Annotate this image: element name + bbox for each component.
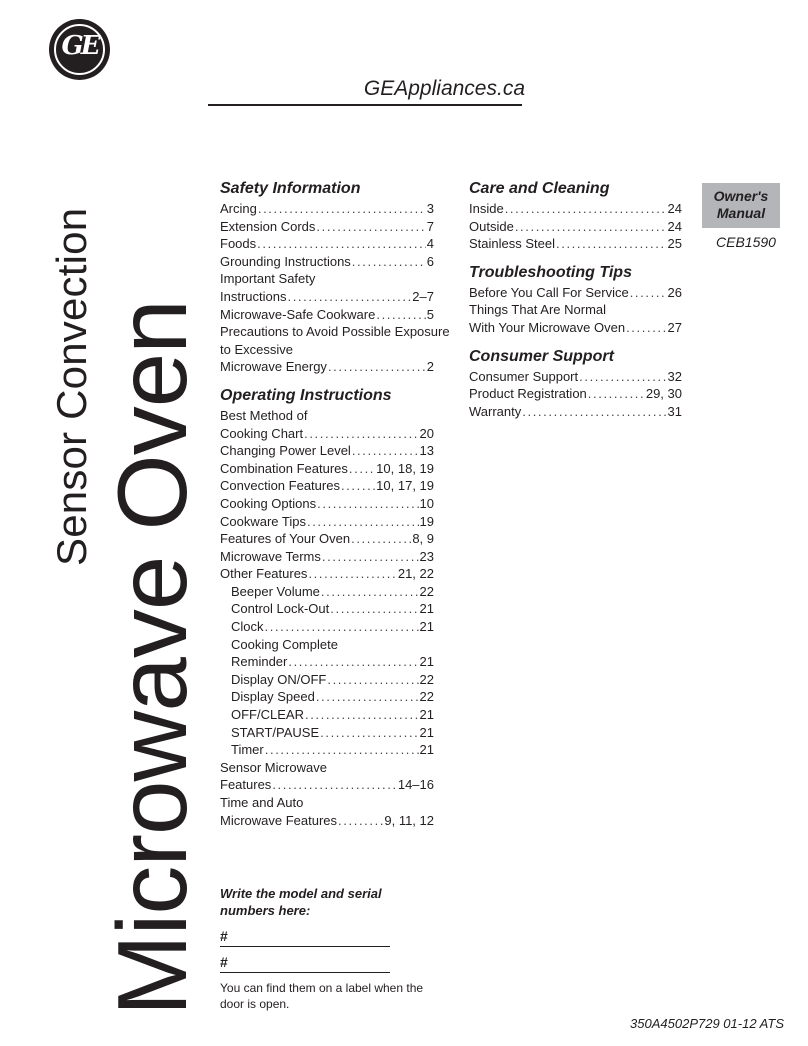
entry-page: 21 xyxy=(419,654,434,670)
owners-manual-badge: Owner's Manual xyxy=(702,183,780,228)
toc-section xyxy=(469,178,682,253)
entry-title: to Excessive xyxy=(220,341,293,357)
dot-leader xyxy=(305,706,419,724)
entry-title: Sensor Microwave xyxy=(220,759,327,775)
toc-entry[interactable] xyxy=(220,618,434,636)
entry-page: 2–7 xyxy=(412,288,434,304)
toc-entry[interactable] xyxy=(469,368,682,386)
entry-title: Combination Features xyxy=(220,460,348,476)
toc-entry[interactable] xyxy=(469,385,682,403)
entry-page: 31 xyxy=(667,403,682,419)
entry-title: Other Features xyxy=(220,566,308,582)
entry-title: Before You Call For Service xyxy=(469,284,629,300)
entry-page: 24 xyxy=(667,201,682,216)
dot-leader xyxy=(351,530,411,548)
entry-title: Reminder xyxy=(231,654,288,670)
toc-entry[interactable] xyxy=(220,565,434,583)
part-number: 350A4502P729 01-12 ATS xyxy=(630,1016,784,1031)
entry-title: Beeper Volume xyxy=(231,583,320,599)
dot-leader xyxy=(630,284,667,302)
dot-leader xyxy=(626,319,666,337)
toc-entry[interactable] xyxy=(220,288,434,306)
toc-entry[interactable] xyxy=(220,218,434,236)
entry-title: Microwave Features xyxy=(220,812,338,828)
serial-prompt: Write the model and serial numbers here: xyxy=(220,886,382,918)
dot-leader xyxy=(308,565,396,583)
entry-page: 32 xyxy=(667,368,682,384)
entry-page: 21, 22 xyxy=(397,566,434,582)
toc-entry[interactable] xyxy=(220,741,434,759)
dot-leader xyxy=(341,477,375,495)
entry-title: Cooking Complete xyxy=(231,636,338,652)
toc-section xyxy=(469,262,682,337)
toc-entry[interactable] xyxy=(220,270,434,288)
dot-leader xyxy=(338,812,383,830)
entry-page: 21 xyxy=(419,601,434,617)
entry-title: Arcing xyxy=(220,201,257,216)
toc-entry[interactable] xyxy=(220,794,434,812)
ge-logo xyxy=(49,19,110,80)
section-heading: Care and Cleaning xyxy=(469,180,610,197)
entry-page: 6 xyxy=(426,253,434,269)
entry-page: 19 xyxy=(419,513,434,529)
entry-title: Precautions to Avoid Possible Exposure xyxy=(220,324,450,340)
toc-entry[interactable] xyxy=(220,442,434,460)
dot-leader xyxy=(352,442,419,460)
toc-section xyxy=(469,346,682,421)
section-heading: Consumer Support xyxy=(469,347,614,365)
toc-entry[interactable] xyxy=(220,653,434,671)
dot-leader xyxy=(265,618,419,636)
entry-page: 21 xyxy=(419,742,434,758)
toc-entry[interactable] xyxy=(469,403,682,421)
toc-entry[interactable] xyxy=(220,513,434,531)
entry-title: Microwave-Safe Cookware xyxy=(220,306,376,322)
entry-title: Outside xyxy=(469,218,514,234)
entry-title: Extension Cords xyxy=(220,218,316,234)
entry-title: Things That Are Normal xyxy=(469,302,607,318)
entry-page: 22 xyxy=(419,671,434,687)
entry-page: 20 xyxy=(419,425,434,441)
entry-page: 7 xyxy=(426,218,434,234)
entry-page: 4 xyxy=(426,236,434,252)
toc-entry[interactable] xyxy=(220,530,434,548)
toc-entry[interactable] xyxy=(220,636,434,654)
toc-entry[interactable] xyxy=(220,323,450,341)
entry-title: Important Safety xyxy=(220,271,316,287)
toc-entry[interactable] xyxy=(220,759,434,777)
dot-leader xyxy=(320,724,418,742)
entry-title: Cooking Options xyxy=(220,495,317,511)
dot-leader xyxy=(316,688,419,706)
entry-page: 21 xyxy=(419,619,434,635)
entry-title: Features xyxy=(220,777,272,793)
toc-entry[interactable] xyxy=(220,776,434,794)
entry-title: Instructions xyxy=(220,288,287,304)
dot-leader xyxy=(522,403,666,421)
model-number-field[interactable]: # xyxy=(220,928,390,947)
dot-leader xyxy=(376,306,425,324)
toc-entry[interactable] xyxy=(220,235,434,253)
dot-leader xyxy=(287,288,411,306)
dot-leader xyxy=(317,495,418,513)
toc-entry[interactable] xyxy=(220,671,434,689)
entry-title: Timer xyxy=(231,742,264,758)
entry-page: 29, 30 xyxy=(645,386,682,402)
dot-leader xyxy=(257,235,426,253)
dot-leader xyxy=(330,600,418,618)
entry-title: Time and Auto xyxy=(220,795,304,810)
entry-page: 2 xyxy=(426,359,434,375)
section-heading: Operating Instructions xyxy=(220,386,392,404)
entry-title: Cookware Tips xyxy=(220,513,306,529)
entry-title: With Your Microwave Oven xyxy=(469,319,626,335)
entry-page: 3 xyxy=(426,201,434,216)
entry-page: 10, 18, 19 xyxy=(376,460,434,476)
toc-column-right xyxy=(469,178,682,429)
toc-entry[interactable] xyxy=(469,200,682,218)
dot-leader xyxy=(288,653,418,671)
dot-leader xyxy=(505,200,667,218)
entry-title: Microwave Terms xyxy=(220,548,321,564)
dot-leader xyxy=(588,385,645,403)
toc-entry[interactable] xyxy=(469,301,682,319)
header-rule xyxy=(208,104,522,106)
dot-leader xyxy=(322,548,419,566)
entry-title: Convection Features xyxy=(220,478,340,494)
model-number: CEB1590 xyxy=(716,234,776,250)
entry-page: 24 xyxy=(667,218,682,234)
entry-title: Stainless Steel xyxy=(469,236,555,252)
entry-page: 14–16 xyxy=(397,777,434,793)
toc-entry[interactable] xyxy=(220,583,434,601)
entry-title: OFF/CLEAR xyxy=(231,707,304,723)
toc-entry[interactable] xyxy=(469,284,682,302)
section-heading: Troubleshooting Tips xyxy=(469,263,632,281)
toc-entry[interactable] xyxy=(220,477,434,495)
toc-entry[interactable] xyxy=(220,812,434,830)
toc-entry[interactable] xyxy=(220,724,434,742)
toc-entry[interactable] xyxy=(469,235,682,253)
entry-page: 9, 11, 12 xyxy=(384,812,434,828)
entry-page: 10, 17, 19 xyxy=(376,478,434,494)
entry-page: 13 xyxy=(419,443,434,459)
toc-entry[interactable] xyxy=(220,341,434,359)
toc-entry[interactable] xyxy=(220,600,434,618)
entry-page: 8, 9 xyxy=(412,531,434,547)
entry-title: Grounding Instructions xyxy=(220,253,351,269)
serial-number-field[interactable]: # xyxy=(220,954,390,973)
toc-entry[interactable] xyxy=(220,460,434,478)
website-link[interactable]: GEAppliances.ca xyxy=(363,77,525,100)
toc-entry[interactable] xyxy=(469,218,682,236)
entry-page: 23 xyxy=(419,548,434,564)
toc-entry[interactable] xyxy=(220,253,434,271)
toc-entry[interactable] xyxy=(220,706,434,724)
dot-leader xyxy=(272,776,397,794)
section-heading: Safety Information xyxy=(220,180,361,197)
entry-page: 22 xyxy=(419,689,434,705)
dot-leader xyxy=(321,583,419,601)
entry-page: 5 xyxy=(426,306,434,322)
dot-leader xyxy=(307,513,419,531)
dot-leader xyxy=(328,358,426,376)
entry-title: Microwave Energy xyxy=(220,359,327,375)
entry-page: 27 xyxy=(667,319,682,335)
toc-entry[interactable] xyxy=(220,358,434,376)
serial-note: You can find them on a label when the door is open. xyxy=(220,981,424,1011)
dot-leader xyxy=(327,671,418,689)
entry-page: 26 xyxy=(667,284,682,300)
entry-page: 10 xyxy=(419,495,434,511)
entry-page: 22 xyxy=(419,583,434,599)
toc-entry[interactable] xyxy=(220,425,434,443)
toc-entry[interactable] xyxy=(220,688,434,706)
entry-page: 21 xyxy=(419,724,434,740)
entry-title: Product Registration xyxy=(469,386,587,402)
dot-leader xyxy=(556,235,667,253)
entry-title: Changing Power Level xyxy=(220,443,351,459)
dot-leader xyxy=(349,460,375,478)
entry-title: Clock xyxy=(231,619,264,635)
toc-entry[interactable] xyxy=(220,495,434,513)
entry-title: Control Lock-Out xyxy=(231,601,330,617)
entry-title: Consumer Support xyxy=(469,368,579,384)
entry-title: START/PAUSE xyxy=(231,724,320,740)
dot-leader xyxy=(304,425,418,443)
dot-leader xyxy=(265,741,419,759)
entry-page: 25 xyxy=(667,236,682,252)
entry-title: Cooking Chart xyxy=(220,425,304,441)
toc-entry[interactable] xyxy=(220,548,434,566)
product-subtitle: Sensor Convection xyxy=(48,207,95,566)
toc-entry[interactable] xyxy=(220,407,434,425)
entry-title: Foods xyxy=(220,236,257,252)
entry-title: Display ON/OFF xyxy=(231,671,327,687)
toc-entry[interactable] xyxy=(469,319,682,337)
entry-page: 21 xyxy=(419,707,434,723)
toc-entry[interactable] xyxy=(220,200,434,218)
dot-leader xyxy=(515,218,667,236)
dot-leader xyxy=(258,200,426,218)
entry-title: Features of Your Oven xyxy=(220,531,351,547)
logo-monogram: GE xyxy=(61,31,98,61)
toc-entry[interactable] xyxy=(220,306,434,324)
toc-section xyxy=(220,178,450,376)
toc-column-left xyxy=(220,178,450,838)
entry-title: Display Speed xyxy=(231,689,315,705)
dot-leader xyxy=(579,368,666,386)
dot-leader xyxy=(316,218,425,236)
entry-title: Inside xyxy=(469,201,504,216)
dot-leader xyxy=(352,253,426,271)
product-title: Microwave Oven xyxy=(97,300,207,1016)
entry-title: Best Method of xyxy=(220,407,308,423)
toc-section xyxy=(220,385,434,829)
entry-title: Warranty xyxy=(469,403,522,419)
